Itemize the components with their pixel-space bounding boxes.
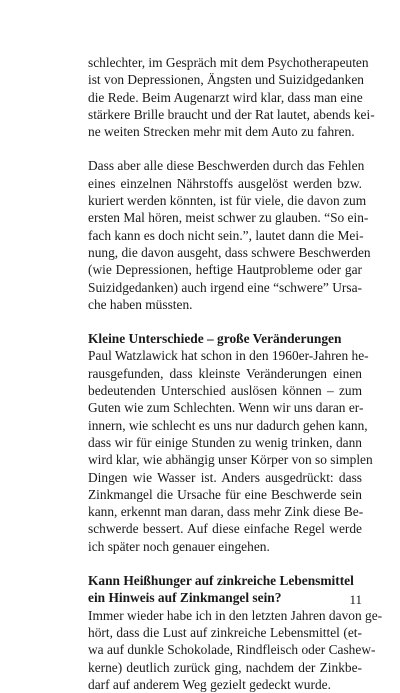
heading-line: Kann Heißhunger auf zinkreiche Lebensmittel xyxy=(88,573,354,589)
section-heading xyxy=(88,330,362,347)
paragraph-4 xyxy=(88,607,383,693)
text-line: kuriert werden könnten, ist für viele, die davon zum xyxy=(88,193,367,209)
paragraph-gap xyxy=(88,313,362,330)
heading-line: ein Hinweis auf Zinkmangel sein? xyxy=(88,590,282,606)
text-line: schlechter, im Gespräch mit dem Psychotherapeuten xyxy=(88,55,369,70)
text-line: fach kann es doch nicht sein.”, lautet dann die Mei- xyxy=(88,227,364,243)
paragraph-2 xyxy=(88,157,371,313)
text-line: eines einzelnen Nährstoffs ausgelöst werden bzw. xyxy=(88,175,362,191)
text-line: stärkere Brille braucht und der Rat lautet, abends kei- xyxy=(88,106,375,122)
text-line: schwerde bessert. Auf diese einfache Regel werde xyxy=(88,521,362,537)
text-line: kerne) deutlich zurück ging, nachdem der Zinkbe- xyxy=(88,659,362,675)
text-line: Guten wie zum Schlechten. Wenn wir uns daran er- xyxy=(88,400,364,416)
text-line: rausgefunden, dass kleinste Veränderungen einen xyxy=(88,365,362,381)
paragraph-gap xyxy=(88,140,362,157)
text-line: Paul Watzlawick hat schon in den 1960er-Jahren he- xyxy=(88,348,369,364)
section-heading xyxy=(88,572,362,607)
text-line: che haben müssten. xyxy=(88,296,193,312)
text-line: ich später noch genauer eingehen. xyxy=(88,538,270,554)
text-line: innern, wie schlecht es uns nur dadurch gehen kann, xyxy=(88,417,368,433)
heading-line: Kleine Unterschiede – große Veränderungen xyxy=(88,331,342,347)
text-line: Suizidgedanken) auch irgend eine “schwere” Ursa- xyxy=(88,279,362,295)
page-number: 11 xyxy=(349,592,362,607)
text-line: ne weiten Strecken mehr mit dem Auto zu fahren. xyxy=(88,124,355,140)
paragraph-gap xyxy=(88,555,362,572)
book-page xyxy=(88,54,383,693)
text-line: die Rede. Beim Augenarzt wird klar, dass man eine xyxy=(88,89,363,105)
text-line: ist von Depressionen, Ängsten und Suizidgedanken xyxy=(88,72,364,88)
text-line: wird klar, wie abhängig unser Körper von so simplen xyxy=(88,452,373,468)
paragraph-1 xyxy=(88,54,375,140)
text-line: nung, die davon ausgeht, dass schwere Beschwerden xyxy=(88,244,371,260)
text-line: wa auf dunkle Schokolade, Rindfleisch oder Cashew- xyxy=(88,642,376,658)
text-line: ersten Mal hören, meist schwer zu glauben. “So ein- xyxy=(88,210,369,226)
text-line: bedeutenden Unterschied auslösen können – zum xyxy=(88,383,362,399)
text-line: kann, erkennt man daran, dass mehr Zink diese Be- xyxy=(88,504,364,520)
text-line: dass wir für einige Stunden zu wenig trinken, dann xyxy=(88,434,362,450)
paragraph-3 xyxy=(88,347,373,555)
text-line: Dass aber alle diese Beschwerden durch das Fehlen xyxy=(88,158,365,174)
text-line: Immer wieder habe ich in den letzten Jahren davon ge- xyxy=(88,607,383,623)
text-line: (wie Depressionen, heftige Hautprobleme oder gar xyxy=(88,262,362,278)
text-line: Dingen wie Wasser ist. Anders ausgedrückt: dass xyxy=(88,469,362,485)
text-line: Zinkmangel die Ursache für eine Beschwerde sein xyxy=(88,486,362,502)
text-line: darf auf anderem Weg gezielt gedeckt wurde. xyxy=(88,676,331,692)
text-line: hört, dass die Lust auf zinkreiche Lebensmittel (et- xyxy=(88,624,362,640)
